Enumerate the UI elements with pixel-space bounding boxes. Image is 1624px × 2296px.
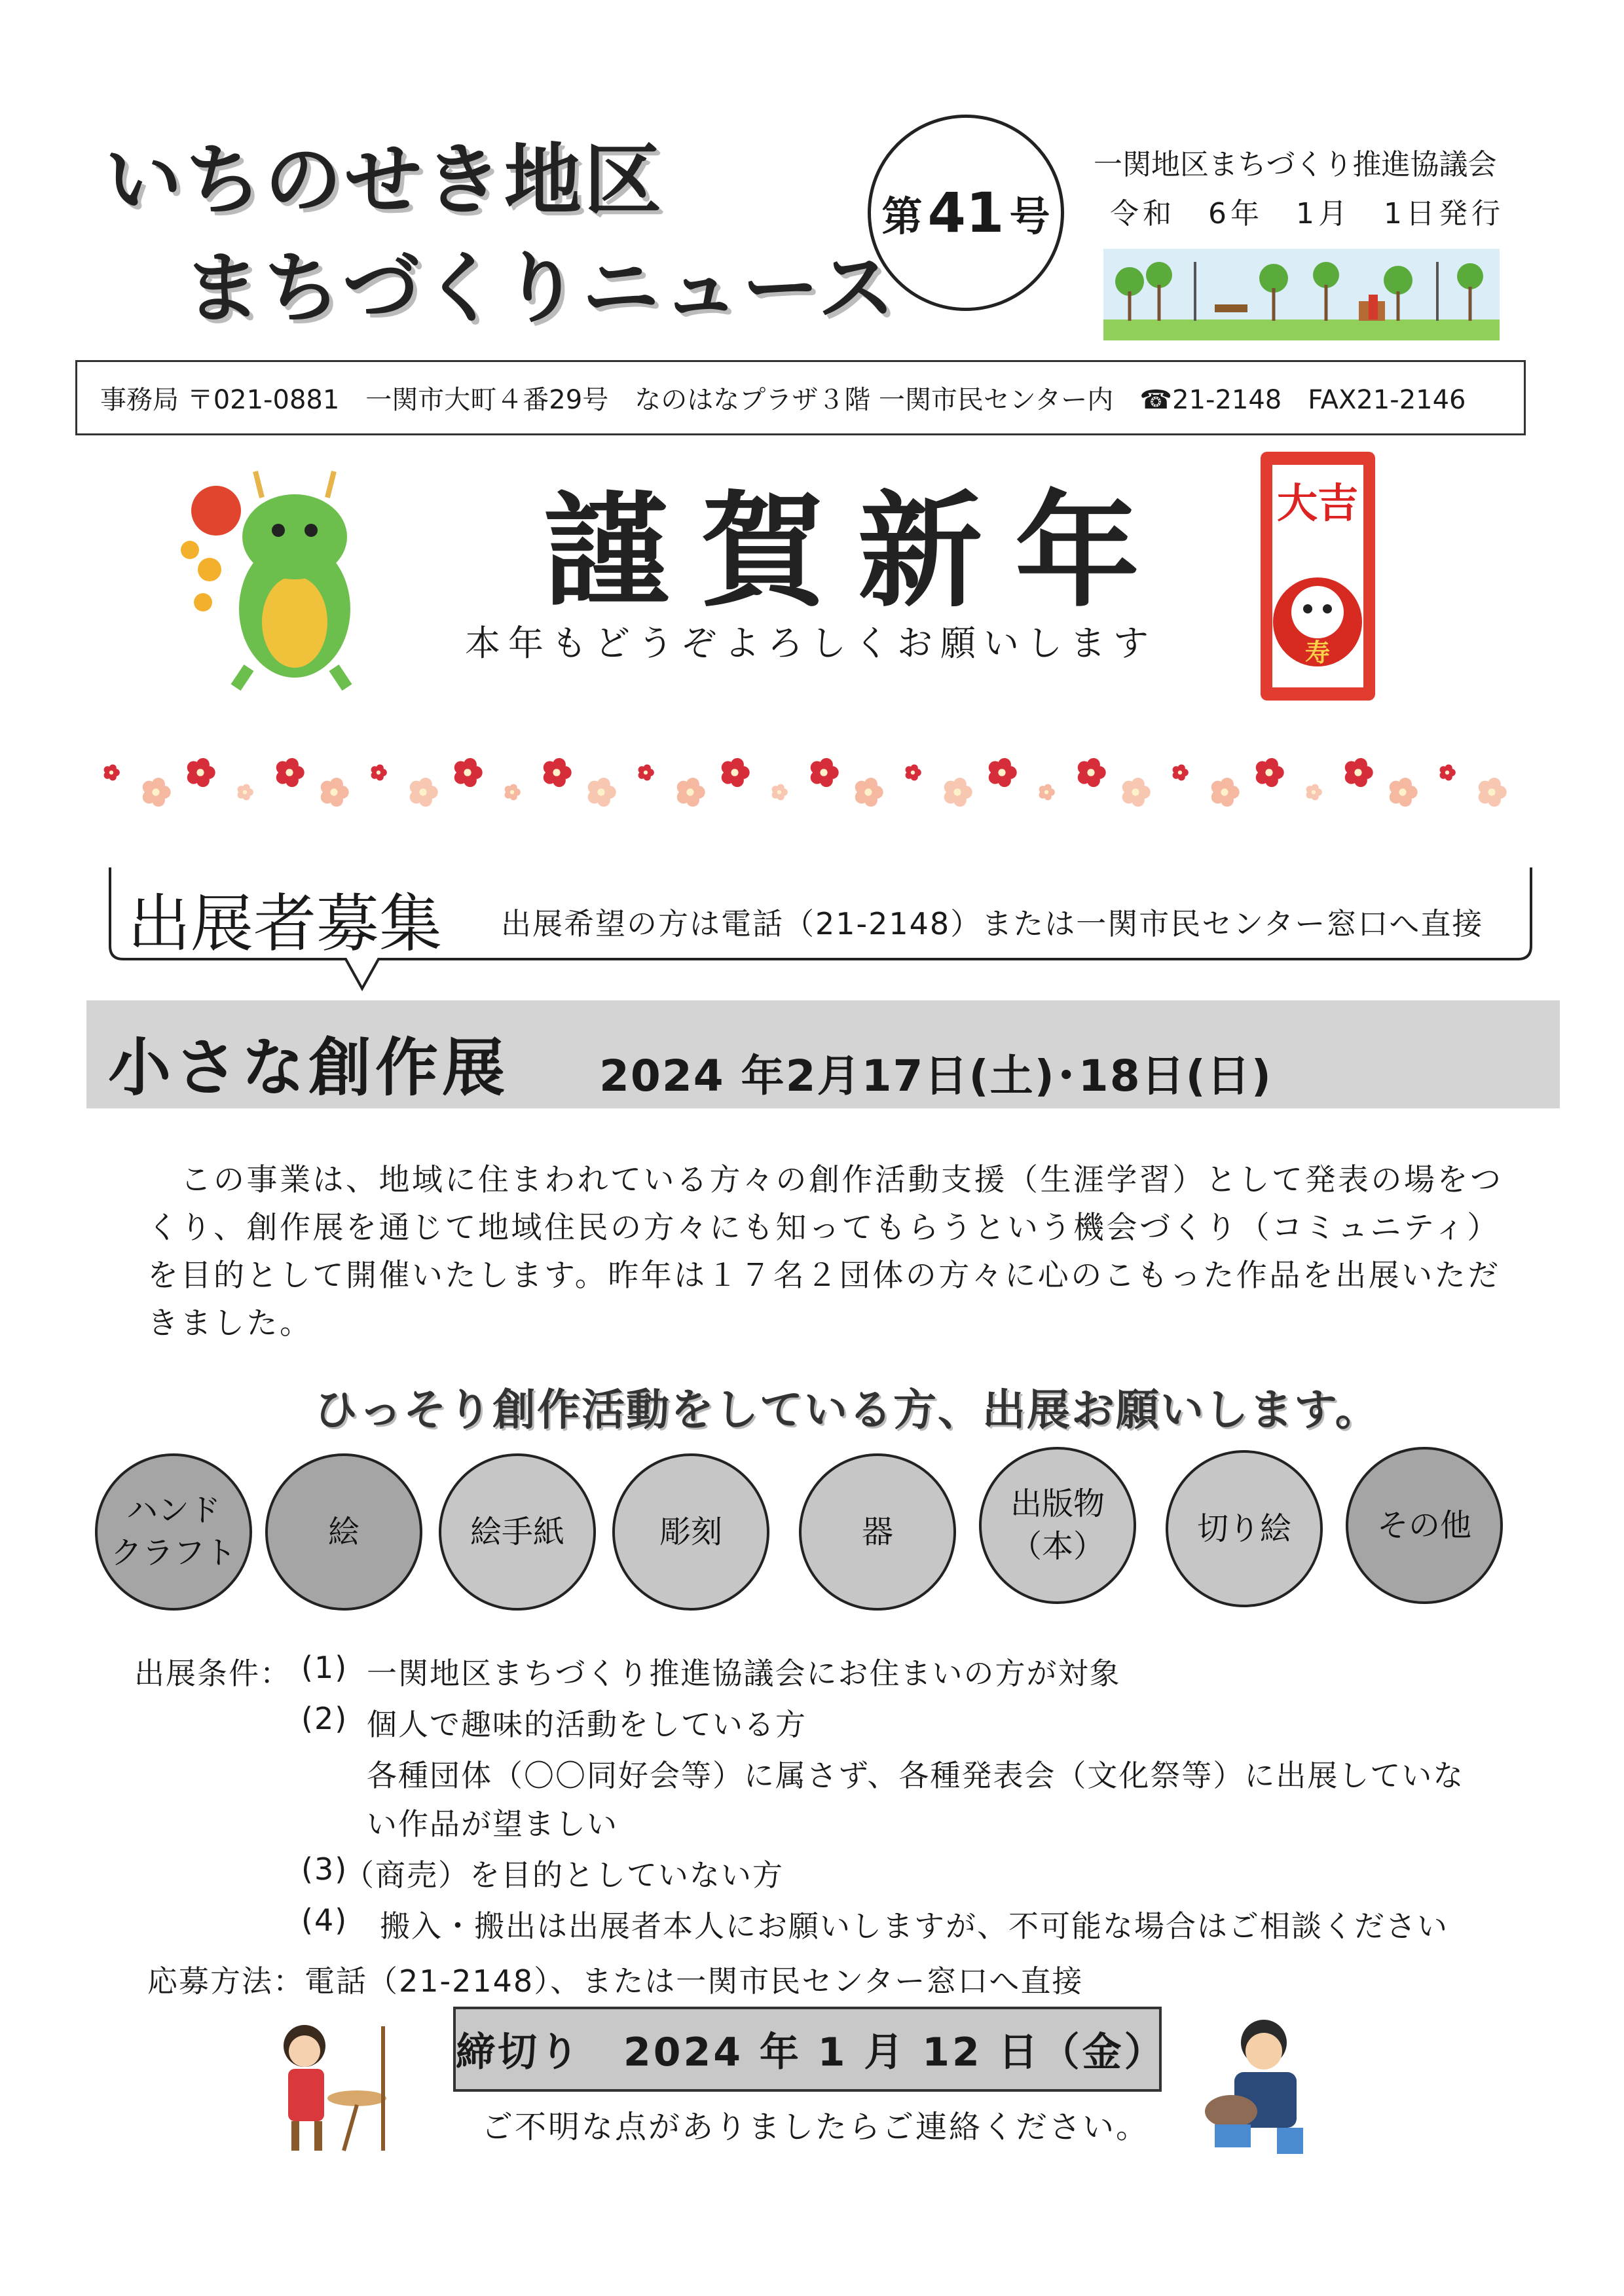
description-line: くり、創作展を通じて地域住民の方々にも知ってもらうという機会づくり（コミュニティ） <box>147 1210 1500 1246</box>
deadline-box: 締切り 2024 年 1 月 12 日（金） <box>453 2007 1162 2092</box>
plum-blossom-border <box>98 740 1526 825</box>
kinga-shinnen-heading: 謹賀新年 <box>544 478 1173 624</box>
plum-blossom-icon <box>855 778 883 807</box>
new-year-message: 本年もどうぞよろしくお願いします <box>465 623 1156 664</box>
condition-text: 搬入・搬出は出展者本人にお願いしますが、不可能な場合はご相談ください <box>380 1908 1449 1944</box>
plum-blossom-icon <box>143 778 171 807</box>
newsletter-title-line2: まちづくりニュース <box>183 243 898 333</box>
issue-suffix: 号 <box>1009 192 1050 240</box>
description-line: この事業は、地域に住まわれている方々の創作活動支援（生涯学習）として発表の場をつ <box>147 1162 1504 1198</box>
newsletter-title-line1: いちのせき地区 <box>105 135 665 225</box>
condition-number: (4) <box>301 1903 348 1938</box>
condition-text: 個人で趣味的活動をしている方 <box>367 1707 807 1742</box>
plum-blossom-icon <box>238 784 253 801</box>
category-label: 彫刻 <box>659 1513 722 1550</box>
office-info: 事務局 〒021-0881 一関市大町４番29号 なのはなプラザ３階 一関市民センター内 ☎21-2148 FAX21-2146 <box>75 360 1526 435</box>
category-paper-cutting <box>1166 1450 1323 1607</box>
condition-number: (1) <box>301 1650 348 1685</box>
dragon-illustration <box>164 458 386 694</box>
plum-blossom-icon <box>187 758 215 787</box>
condition-text: （商売）を目的としていない方 <box>344 1857 784 1893</box>
plum-blossom-icon <box>588 778 616 807</box>
plum-blossom-icon <box>276 758 304 787</box>
plum-blossom-icon <box>104 765 120 781</box>
condition-number: (2) <box>301 1701 348 1736</box>
recruit-contact-note: 出展希望の方は電話（21-2148）または一関市民センター窓口へ直接 <box>501 906 1484 941</box>
plum-blossom-icon <box>989 758 1017 787</box>
condition-number: (3) <box>301 1851 348 1887</box>
category-sculpture <box>612 1453 769 1611</box>
plum-blossom-icon <box>677 778 705 807</box>
application-method: 応募方法：電話（21-2148）、または一関市民センター窓口へ直接 <box>147 1963 1084 1999</box>
plum-blossom-icon <box>1390 778 1418 807</box>
plum-blossom-icon <box>371 765 387 781</box>
omikuji-label: 大吉 <box>1276 479 1359 527</box>
issue-prefix: 第 <box>881 192 923 240</box>
plum-blossom-icon <box>1256 758 1284 787</box>
category-publication <box>979 1447 1136 1604</box>
plum-blossom-icon <box>410 778 438 807</box>
plum-blossom-icon <box>505 784 521 801</box>
publisher-name: 一関地区まちづくり推進協議会 <box>1094 148 1497 181</box>
plum-blossom-icon <box>1078 758 1106 787</box>
category-label: 切り絵 <box>1196 1510 1291 1547</box>
category-label: その他 <box>1376 1506 1471 1544</box>
park-illustration <box>1103 249 1500 340</box>
issue-date: 令和 6年 1月 1日発行 <box>1110 197 1504 230</box>
plum-blossom-icon <box>722 758 750 787</box>
plum-blossom-icon <box>1122 778 1151 807</box>
plum-blossom-icon <box>1345 758 1373 787</box>
category-label: 絵手紙 <box>470 1513 564 1550</box>
issue-number: 41 <box>927 181 1005 245</box>
plum-blossom-icon <box>906 765 921 781</box>
plum-blossom-icon <box>1440 765 1456 781</box>
painter-illustration <box>265 2013 413 2160</box>
recruit-heading: 出展者募集 <box>128 887 442 960</box>
plum-blossom-icon <box>1479 778 1507 807</box>
daruma-label: 寿 <box>1304 638 1331 667</box>
plum-blossom-icon <box>944 778 972 807</box>
category-label: （本） <box>1010 1528 1105 1565</box>
event-dates: 2024 年2月17日(土)･18日(日) <box>599 1051 1272 1101</box>
plum-blossom-icon <box>811 758 839 787</box>
invite-message: ひっそり創作活動をしている方、出展お願いします。 <box>314 1385 1380 1435</box>
category-label: 絵 <box>327 1513 360 1550</box>
plum-blossom-icon <box>1306 784 1322 801</box>
potter-illustration <box>1198 2013 1323 2160</box>
plum-blossom-icon <box>638 765 654 781</box>
category-other <box>1346 1447 1503 1604</box>
event-name: 小さな創作展 <box>108 1031 509 1104</box>
category-label: 出版物 <box>1010 1485 1105 1523</box>
description-line: を目的として開催いたします。昨年は１７名２団体の方々に心のこもった作品を出展いただ <box>147 1258 1501 1294</box>
category-picture-letter <box>439 1453 596 1611</box>
plum-blossom-icon <box>1173 765 1189 781</box>
category-label: 器 <box>861 1513 893 1550</box>
plum-blossom-icon <box>544 758 572 787</box>
omikuji-daruma-illustration <box>1247 445 1388 707</box>
issue-number-badge <box>868 115 1064 311</box>
category-handcraft <box>95 1453 252 1611</box>
plum-blossom-icon <box>1039 784 1055 801</box>
description-line: きました。 <box>147 1305 313 1341</box>
category-label: クラフト <box>110 1535 236 1571</box>
plum-blossom-icon <box>454 758 483 787</box>
plum-blossom-icon <box>1211 778 1240 807</box>
category-label: ハンド <box>126 1492 221 1529</box>
conditions-label: 出展条件： <box>134 1656 291 1691</box>
condition-text: い作品が望ましい <box>367 1806 618 1842</box>
category-pottery <box>799 1453 956 1611</box>
plum-blossom-icon <box>321 778 349 807</box>
category-painting <box>265 1453 422 1611</box>
condition-text: 一関地区まちづくり推進協議会にお住まいの方が対象 <box>367 1656 1121 1691</box>
plum-blossom-icon <box>772 784 788 801</box>
contact-message: ご不明な点がありましたらご連絡ください。 <box>481 2109 1150 2145</box>
condition-text: 各種団体（〇〇同好会等）に属さず、各種発表会（文化祭等）に出展していな <box>367 1758 1465 1793</box>
